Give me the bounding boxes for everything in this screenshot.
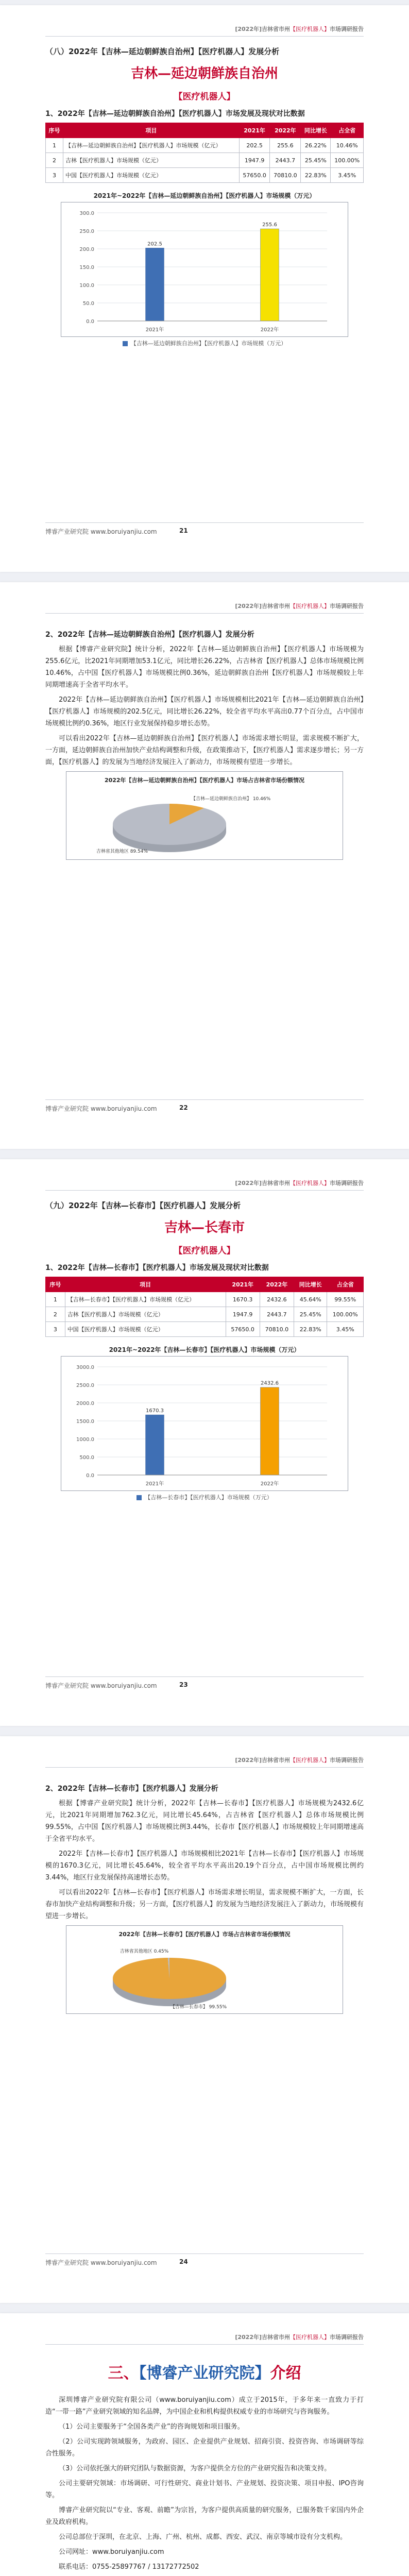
table-row: 3 中国【医疗机器人】市场规模（亿元） 57650.0 70810.0 22.83% 3.45% <box>46 1322 364 1337</box>
chart-legend: 【吉林—长春市】【医疗机器人】市场规模（万元） <box>45 1493 364 1501</box>
bar <box>261 229 279 321</box>
page-footer: 博睿产业研究院 www.boruiyanjiu.com 23 <box>45 1676 364 1690</box>
bar-value-label: 202.5 <box>147 241 162 247</box>
y-tick-label: 2000.0 <box>76 1401 94 1406</box>
paragraph: 公司总部位于深圳，在北京、上海、广州、杭州、成都、西安、武汉、南京等城市设有分支机构。 <box>59 2533 347 2541</box>
pie-slice <box>113 1958 226 1999</box>
page-23 <box>0 1159 409 1726</box>
page-21 <box>0 5 409 572</box>
bar-value-label: 2432.6 <box>261 1380 279 1386</box>
subsection-title: 2、2022年【吉林—长春市】【医疗机器人】发展分析 <box>45 1785 218 1793</box>
running-header: [2022年]吉林省市州【医疗机器人】市场调研报告 <box>45 582 364 614</box>
table-row: 2 吉林【医疗机器人】市场规模（亿元） 1947.9 2443.7 25.45% 100.00% <box>46 153 364 168</box>
page-24 <box>0 1736 409 2303</box>
paragraph: 2022年【吉林—延边朝鲜族自治州】【医疗机器人】市场规模相比2021年【吉林—延边朝鲜族自治州】【医疗机器人】市场规模的202.5亿元，同比增长26.22%，较全省平均水平高出0.77个百分点，占中国市场规模比例约0.36%，地区行业发展保持稳步增长态势。 <box>45 696 364 727</box>
y-tick-label: 3000.0 <box>76 1365 94 1370</box>
running-header: [2022年]吉林省市州【医疗机器人】市场调研报告 <box>45 1736 364 1768</box>
paragraph: 根据【博睿产业研究院】统计分析，2022年【吉林—长春市】【医疗机器人】市场规模为2432.6亿元，比2021年同期增加762.3亿元，同比增长45.64%，占吉林省【医疗机器人】总体市场规模比例99.55%，占中国【医疗机器人】市场规模比例3.44%，长春市【医疗机器人】市场规模较上年同期增速高于全省平均水平。 <box>45 1800 364 1843</box>
pie-label: 吉林省其他地区 0.45% <box>120 1949 169 1955</box>
bar-chart-svg <box>61 1357 348 1490</box>
subsection-title: 1、2022年【吉林—延边朝鲜族自治州】【医疗机器人】市场发展及现状对比数据 <box>45 110 305 118</box>
bar <box>146 248 164 321</box>
y-tick-label: 200.0 <box>79 247 94 252</box>
pie-chart-2: 2022年【吉林—长春市】【医疗机器人】市场占吉林省市场份额情况 【吉林—长春市】 99.55% 吉林省其他地区 0.45% <box>66 1925 343 2014</box>
data-table: 序号 项目 2021年 2022年 同比增长 占全省 1 【吉林—延边朝鲜族自治州】【医疗机器人】市场规模（亿元） 202.5 255.6 26.22% 10.46% 2 吉林【医疗机器人】市场规模（亿元） 1947.9 2443.7 25.45% 100.00% 3 中国【医疗机器人】市场规模（亿元） 57650.0 70810.0 22.83% 3.45% <box>45 123 364 183</box>
pie-slice <box>113 804 226 845</box>
x-tick-label: 2021年 <box>145 1481 164 1487</box>
y-tick-label: 500.0 <box>79 1455 94 1461</box>
paragraph: 根据【博睿产业研究院】统计分析，2022年【吉林—延边朝鲜族自治州】【医疗机器人】市场规模为255.6亿元，比2021年同期增加53.1亿元，同比增长26.22%，占吉林省【医疗机器人】总体市场规模比例10.46%，占中国【医疗机器人】市场规模比例0.36%，延边朝鲜族自治州【医疗机器人】市场规模较上年同期增速高于全省平均水平。 <box>45 646 364 689</box>
table-row: 1 【吉林—长春市】【医疗机器人】市场规模（亿元） 1670.3 2432.6 45.64% 99.55% <box>46 1292 364 1307</box>
page-footer: 博睿产业研究院 www.boruiyanjiu.com 24 <box>45 2253 364 2267</box>
paragraph: （2）公司实现跨领域服务，为政府、园区、企业提供产业规划、招商引资、投资咨询、市场调研等综合性服务。 <box>45 2438 364 2458</box>
paragraph: 公司主要研究领域：市场调研、可行性研究、商业计划书、产业规划、投资决策、项目申报、IPO咨询等。 <box>45 2480 364 2499</box>
data-table: 序号 项目 2021年 2022年 同比增长 占全省 1 【吉林—长春市】【医疗机器人】市场规模（亿元） 1670.3 2432.6 45.64% 99.55% 2 吉林【医疗机器人】市场规模（亿元） 1947.9 2443.7 25.45% 100.00% 3 中国【医疗机器人】市场规模（亿元） 57650.0 70810.0 22.83% 3.45% <box>45 1277 364 1337</box>
page-25 <box>0 2313 409 2576</box>
paragraph: 联系电话：0755-25897767 / 13172772502 <box>59 2563 199 2571</box>
paragraph: （3）公司依托强大的研究团队与数据资源，为客户提供全方位的产业研究报告和决策支持。 <box>59 2465 331 2472</box>
bar-chart-2 <box>61 1356 348 1491</box>
bar-value-label: 1670.3 <box>146 1408 164 1414</box>
bar-value-label: 255.6 <box>262 222 277 228</box>
pie-chart-1: 2022年【吉林—延边朝鲜族自治州】【医疗机器人】市场占吉林省市场份额情况 【吉林—延边朝鲜族自治州】 10.46% 吉林省其他地区 89.54% <box>66 771 343 860</box>
section-title: （九）2022年【吉林—长春市】【医疗机器人】发展分析 <box>45 1201 241 1210</box>
y-tick-label: 0.0 <box>86 1473 94 1479</box>
running-header: [2022年]吉林省市州【医疗机器人】市场调研报告 <box>45 2313 364 2345</box>
company-banner: 三、【博睿产业研究院】介绍 <box>108 2364 301 2382</box>
industry-title: 【医疗机器人】 <box>174 1246 235 1256</box>
subsection-title: 1、2022年【吉林—长春市】【医疗机器人】市场发展及现状对比数据 <box>45 1264 269 1272</box>
page-footer: 博睿产业研究院 www.boruiyanjiu.com 22 <box>45 1099 364 1113</box>
y-tick-label: 100.0 <box>79 283 94 289</box>
region-title: 吉林—长春市 <box>164 1220 245 1235</box>
running-header: [2022年]吉林省市州【医疗机器人】市场调研报告 <box>45 5 364 37</box>
chart-legend: 【吉林—延边朝鲜族自治州】【医疗机器人】市场规模（万元） <box>45 339 364 347</box>
chart-title: 2021年~2022年【吉林—长春市】【医疗机器人】市场规模（万元） <box>109 1346 300 1353</box>
y-tick-label: 300.0 <box>79 211 94 216</box>
bar-chart-svg <box>61 202 348 336</box>
bar <box>146 1415 164 1475</box>
section-title: （八）2022年【吉林—延边朝鲜族自治州】【医疗机器人】发展分析 <box>45 47 280 56</box>
paragraph: 公司网址：www.boruiyanjiu.com <box>59 2548 164 2556</box>
page-22 <box>0 582 409 1149</box>
x-tick-label: 2022年 <box>260 1481 279 1487</box>
industry-title: 【医疗机器人】 <box>174 92 235 102</box>
paragraph: 博睿产业研究院以“专业、客观、前瞻”为宗旨，为客户提供高质量的研究服务，已服务数千家国内外企业及政府机构。 <box>45 2506 364 2526</box>
pie-label: 吉林省其他地区 89.54% <box>96 849 148 855</box>
pie-label: 【吉林—延边朝鲜族自治州】 10.46% <box>191 796 271 802</box>
running-header: [2022年]吉林省市州【医疗机器人】市场调研报告 <box>45 1159 364 1191</box>
paragraph: 可以看出2022年【吉林—延边朝鲜族自治州】【医疗机器人】市场需求增长明显，需求规模不断扩大，一方面，延边朝鲜族自治州加快产业结构调整和升级，在政策推动下，【医疗机器人】需求逐步增长；另一方面，【医疗机器人】的发展为当地经济发展注入了新动力，市场规模有望进一步增长。 <box>45 735 364 766</box>
page-footer: 博睿产业研究院 www.boruiyanjiu.com 21 <box>45 522 364 536</box>
y-tick-label: 250.0 <box>79 229 94 234</box>
y-tick-label: 1000.0 <box>76 1437 94 1443</box>
y-tick-label: 2500.0 <box>76 1383 94 1388</box>
table-row: 3 中国【医疗机器人】市场规模（亿元） 57650.0 70810.0 22.83% 3.45% <box>46 168 364 183</box>
y-tick-label: 150.0 <box>79 265 94 270</box>
bar-chart-1 <box>61 202 348 337</box>
paragraph: （1）公司主要服务于“全国各类产业”的咨询规划和项目服务。 <box>59 2423 244 2431</box>
paragraph: 2022年【吉林—长春市】【医疗机器人】市场规模相比2021年【吉林—长春市】【医疗机器人】市场规模的1670.3亿元，同比增长45.64%，较全省平均水平高出20.19个百分点，占中国市场规模比例约3.44%，地区行业发展保持高速增长态势。 <box>45 1850 364 1882</box>
subsection-title: 2、2022年【吉林—延边朝鲜族自治州】【医疗机器人】发展分析 <box>45 631 254 639</box>
bar <box>261 1387 279 1475</box>
table-row: 1 【吉林—延边朝鲜族自治州】【医疗机器人】市场规模（亿元） 202.5 255.6 26.22% 10.46% <box>46 138 364 153</box>
pie-label: 【吉林—长春市】 99.55% <box>170 2004 227 2010</box>
paragraph: 深圳博睿产业研究院有限公司（www.boruiyanjiu.com）成立于2015年，于多年来一直致力于打造“一带一路”产业研究领域的知名品牌，为中国企业和机构提供权威专业的市场研究与咨询服务。 <box>45 2396 364 2416</box>
pie-chart-svg <box>66 784 311 856</box>
y-tick-label: 0.0 <box>86 319 94 325</box>
y-tick-label: 50.0 <box>82 301 94 307</box>
paragraph: 可以看出2022年【吉林—长春市】【医疗机器人】市场需求增长明显，需求规模不断扩大，一方面，长春市加快产业结构调整和升级；另一方面，【医疗机器人】的发展为当地经济发展注入了新动力，市场规模有望进一步增长。 <box>45 1889 364 1920</box>
x-tick-label: 2022年 <box>260 327 279 333</box>
table-row: 2 吉林【医疗机器人】市场规模（亿元） 1947.9 2443.7 25.45% 100.00% <box>46 1307 364 1322</box>
region-title: 吉林—延边朝鲜族自治州 <box>130 66 278 81</box>
y-tick-label: 1500.0 <box>76 1419 94 1425</box>
x-tick-label: 2021年 <box>145 327 164 333</box>
chart-title: 2021年~2022年【吉林—延边朝鲜族自治州】【医疗机器人】市场规模（万元） <box>93 192 316 199</box>
pie-chart-svg <box>66 1938 311 2010</box>
